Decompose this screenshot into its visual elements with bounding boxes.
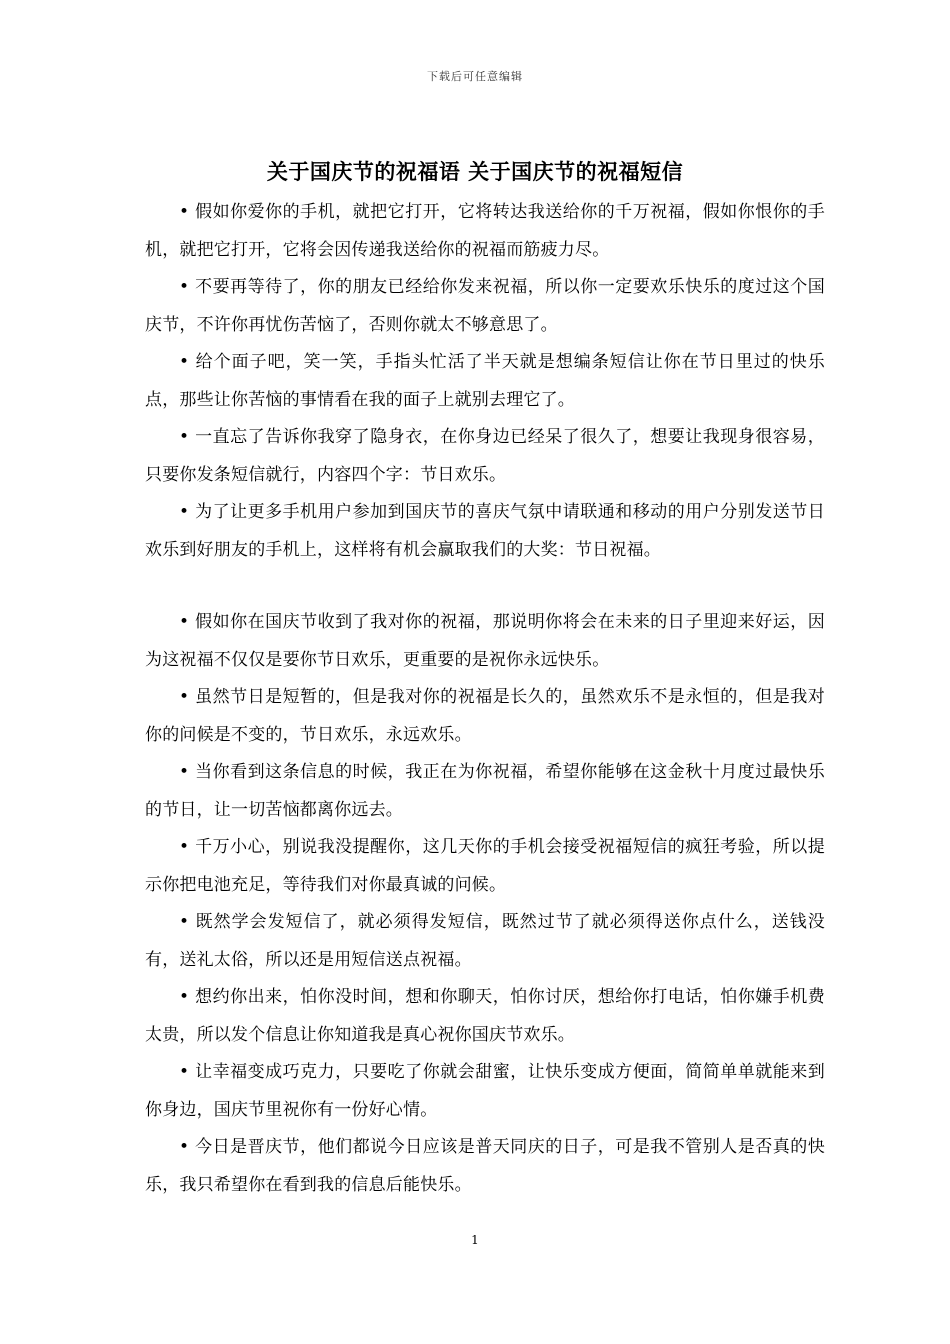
paragraph: • 为了让更多手机用户参加到国庆节的喜庆气氛中请联通和移动的用户分别发送节日欢乐到好朋友的手机上，这样将有机会赢取我们的大奖：节日祝福。 [145,502,825,560]
header-note: 下载后可任意编辑 [427,70,523,83]
paragraph: • 一直忘了告诉你我穿了隐身衣，在你身边已经呆了很久了，想要让我现身很容易，只要你发条短信就行，内容四个字：节日欢乐。 [145,427,825,485]
page-number: 1 [471,1233,479,1247]
paragraph: • 既然学会发短信了，就必须得发短信，既然过节了就必须得送你点什么，送钱没有，送礼太俗，所以还是用短信送点祝福。 [145,912,825,970]
paragraph-group-1 [145,194,825,569]
paragraph: • 给个面子吧，笑一笑，手指头忙活了半天就是想编条短信让你在节日里过的快乐点，那些让你苦恼的事情看在我的面子上就别去理它了。 [145,352,825,410]
paragraph: • 不要再等待了，你的朋友已经给你发来祝福，所以你一定要欢乐快乐的度过这个国庆节，不许你再忧伤苦恼了，否则你就太不够意思了。 [145,277,825,335]
paragraph: • 想约你出来，怕你没时间，想和你聊天，怕你讨厌，想给你打电话，怕你嫌手机费太贵，所以发个信息让你知道我是真心祝你国庆节欢乐。 [145,987,825,1045]
paragraph: • 假如你爱你的手机，就把它打开，它将转达我送给你的千万祝福，假如你恨你的手机，就把它打开，它将会因传递我送给你的祝福而筋疲力尽。 [145,202,825,260]
paragraph-group-2 [145,604,825,1204]
paragraph: • 千万小心，别说我没提醒你，这几天你的手机会接受祝福短信的疯狂考验，所以提示你把电池充足，等待我们对你最真诚的问候。 [145,837,825,895]
paragraph: • 虽然节日是短暂的，但是我对你的祝福是长久的，虽然欢乐不是永恒的，但是我对你的问候是不变的，节日欢乐，永远欢乐。 [145,687,825,745]
paragraph: • 假如你在国庆节收到了我对你的祝福，那说明你将会在未来的日子里迎来好运，因为这祝福不仅仅是要你节日欢乐，更重要的是祝你永远快乐。 [145,612,825,670]
paragraph: • 当你看到这条信息的时候，我正在为你祝福，希望你能够在这金秋十月度过最快乐的节日，让一切苦恼都离你远去。 [145,762,825,820]
paragraph: • 让幸福变成巧克力，只要吃了你就会甜蜜，让快乐变成方便面，简简单单就能来到你身边，国庆节里祝你有一份好心情。 [145,1062,825,1120]
document-title: 关于国庆节的祝福语 关于国庆节的祝福短信 [266,159,684,184]
paragraph: • 今日是晋庆节，他们都说今日应该是普天同庆的日子，可是我不管别人是否真的快乐，我只希望你在看到我的信息后能快乐。 [145,1137,825,1195]
